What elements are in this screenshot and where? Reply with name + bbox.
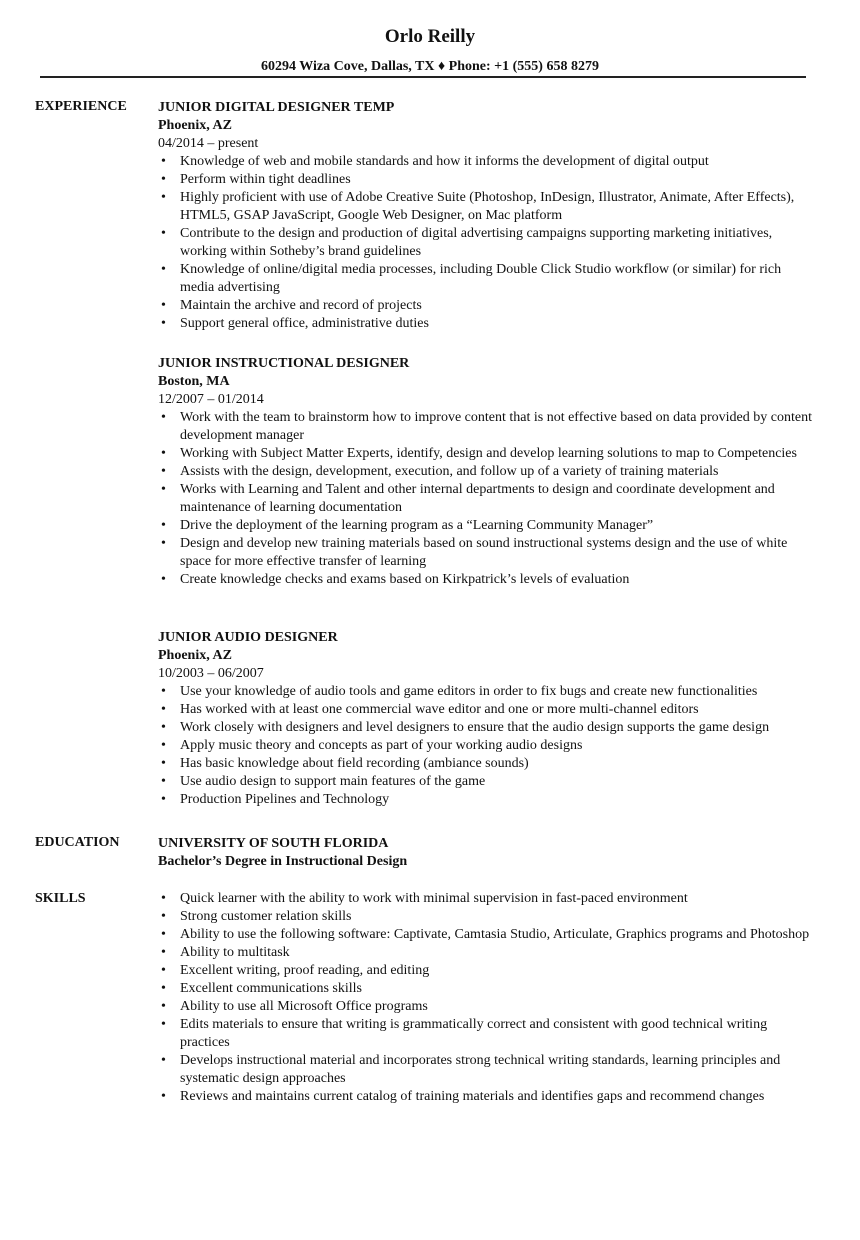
list-item: • Contribute to the design and production of digital advertising campaigns supporting marketing initiatives, working within Sotheby’s brand guidelines bbox=[158, 225, 818, 261]
contact-line: 60294 Wiza Cove, Dallas, TX ♦ Phone: +1 (555) 658 8279 bbox=[261, 59, 599, 74]
list-item: • Assists with the design, development, execution, and follow up of a variety of training materials bbox=[158, 463, 818, 481]
section-label-skills: SKILLS bbox=[35, 891, 86, 906]
job-title: JUNIOR INSTRUCTIONAL DESIGNER bbox=[158, 356, 410, 371]
list-item: • Create knowledge checks and exams based on Kirkpatrick’s levels of evaluation bbox=[158, 571, 818, 589]
list-item: • Strong customer relation skills bbox=[158, 908, 818, 926]
header-divider bbox=[40, 76, 806, 78]
list-item: • Perform within tight deadlines bbox=[158, 171, 818, 189]
list-item: • Highly proficient with use of Adobe Creative Suite (Photoshop, InDesign, Illustrator, Animate, After Effects), HTML5, GSAP JavaScript, Google Web Designer, on Mac platform bbox=[158, 189, 818, 225]
list-item: • Edits materials to ensure that writing is grammatically correct and consistent with good technical writing practices bbox=[158, 1016, 818, 1052]
job-bullets bbox=[158, 409, 818, 589]
list-item: • Design and develop new training materials based on sound instructional systems design and the use of white space for more effective transfer of learning bbox=[158, 535, 818, 571]
list-item: • Production Pipelines and Technology bbox=[158, 791, 818, 809]
education-school: UNIVERSITY OF SOUTH FLORIDA bbox=[158, 836, 389, 851]
list-item: • Work closely with designers and level designers to ensure that the audio design supports the game design bbox=[158, 719, 818, 737]
skills-bullets bbox=[158, 890, 818, 1106]
list-item: • Excellent writing, proof reading, and editing bbox=[158, 962, 818, 980]
list-item: • Ability to multitask bbox=[158, 944, 818, 962]
list-item: • Working with Subject Matter Experts, identify, design and develop learning solutions to map to Competencies bbox=[158, 445, 818, 463]
job-dates: 10/2003 – 06/2007 bbox=[158, 666, 264, 681]
list-item: • Excellent communications skills bbox=[158, 980, 818, 998]
job-dates: 04/2014 – present bbox=[158, 136, 259, 151]
list-item: • Drive the deployment of the learning program as a “Learning Community Manager” bbox=[158, 517, 818, 535]
job-entry-2 bbox=[158, 355, 818, 589]
section-label-education: EDUCATION bbox=[35, 835, 120, 850]
job-title: JUNIOR AUDIO DESIGNER bbox=[158, 630, 338, 645]
list-item: • Develops instructional material and incorporates strong technical writing standards, learning principles and systematic design approaches bbox=[158, 1052, 818, 1088]
list-item: • Has worked with at least one commercial wave editor and one or more multi-channel editors bbox=[158, 701, 818, 719]
list-item: • Reviews and maintains current catalog of training materials and identifies gaps and recommend changes bbox=[158, 1088, 818, 1106]
job-entry-1 bbox=[158, 99, 818, 333]
job-location: Phoenix, AZ bbox=[158, 648, 232, 663]
list-item: • Knowledge of online/digital media processes, including Double Click Studio workflow (or similar) for rich media advertising bbox=[158, 261, 818, 297]
list-item: • Maintain the archive and record of projects bbox=[158, 297, 818, 315]
education-degree: Bachelor’s Degree in Instructional Design bbox=[158, 854, 408, 869]
candidate-name: Orlo Reilly bbox=[384, 26, 476, 47]
job-location: Boston, MA bbox=[158, 374, 230, 389]
job-bullets bbox=[158, 683, 818, 809]
list-item: • Use your knowledge of audio tools and game editors in order to fix bugs and create new functionalities bbox=[158, 683, 818, 701]
education-entry bbox=[158, 835, 818, 871]
list-item: • Work with the team to brainstorm how to improve content that is not effective based on data provided by content development manager bbox=[158, 409, 818, 445]
list-item: • Support general office, administrative duties bbox=[158, 315, 818, 333]
job-title: JUNIOR DIGITAL DESIGNER TEMP bbox=[158, 100, 395, 115]
list-item: • Quick learner with the ability to work with minimal supervision in fast-paced environment bbox=[158, 890, 818, 908]
list-item: • Works with Learning and Talent and other internal departments to design and coordinate development and maintenance of learning documentation bbox=[158, 481, 818, 517]
job-dates: 12/2007 – 01/2014 bbox=[158, 392, 264, 407]
skills-entry bbox=[158, 890, 818, 1106]
list-item: • Has basic knowledge about field recording (ambiance sounds) bbox=[158, 755, 818, 773]
list-item: • Use audio design to support main features of the game bbox=[158, 773, 818, 791]
list-item: • Knowledge of web and mobile standards and how it informs the development of digital output bbox=[158, 153, 818, 171]
job-bullets bbox=[158, 153, 818, 333]
job-location: Phoenix, AZ bbox=[158, 118, 232, 133]
list-item: • Ability to use all Microsoft Office programs bbox=[158, 998, 818, 1016]
list-item: • Apply music theory and concepts as part of your working audio designs bbox=[158, 737, 818, 755]
job-entry-3 bbox=[158, 629, 818, 809]
list-item: • Ability to use the following software: Captivate, Camtasia Studio, Articulate, Graphics programs and Photoshop bbox=[158, 926, 818, 944]
section-label-experience: EXPERIENCE bbox=[35, 99, 127, 114]
